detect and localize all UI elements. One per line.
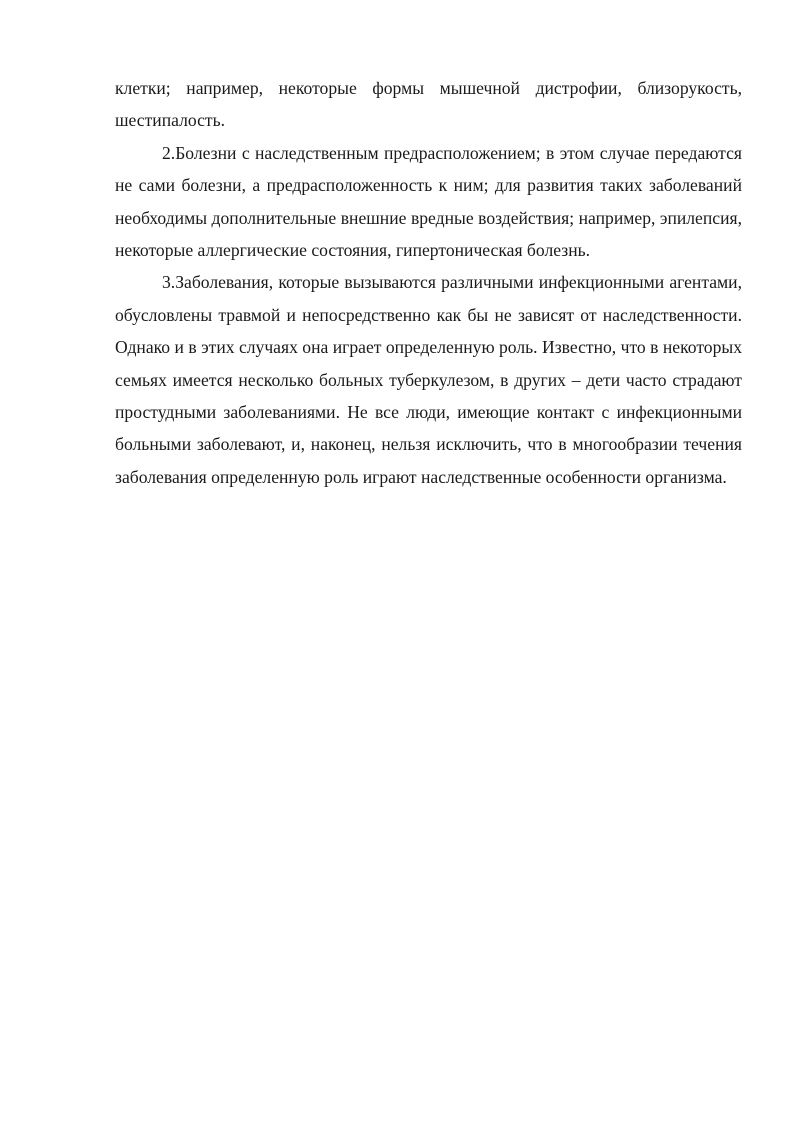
paragraph-continuation: клетки; например, некоторые формы мышечной дистрофии, близорукость, шестипалость. [115,78,742,131]
paragraph-infectious-diseases: 3.Заболевания, которые вызываются различными инфекционными агентами, обусловлены травмой и непосредственно как бы не зависят от наследственности. Однако и в этих случаях она играет определенную роль. Известно, что в некоторых семьях имеется несколько больных туберкулезом, в других – дети часто страдают простудными заболеваниями. Не все люди, имеющие контакт с инфекционными больными заболевают, и, наконец, нельзя исключить, что в многообразии течения заболевания определенную роль играют наследственные особенности организма. [115,272,742,487]
document-body [115,72,742,493]
paragraph-hereditary-predisposition: 2.Болезни с наследственным предрасположением; в этом случае передаются не сами болезни, а предрасположенность к ним; для развития таких заболеваний необходимы дополнительные внешние вредные воздействия; например, эпилепсия, некоторые аллергические состояния, гипертоническая болезнь. [115,142,742,261]
